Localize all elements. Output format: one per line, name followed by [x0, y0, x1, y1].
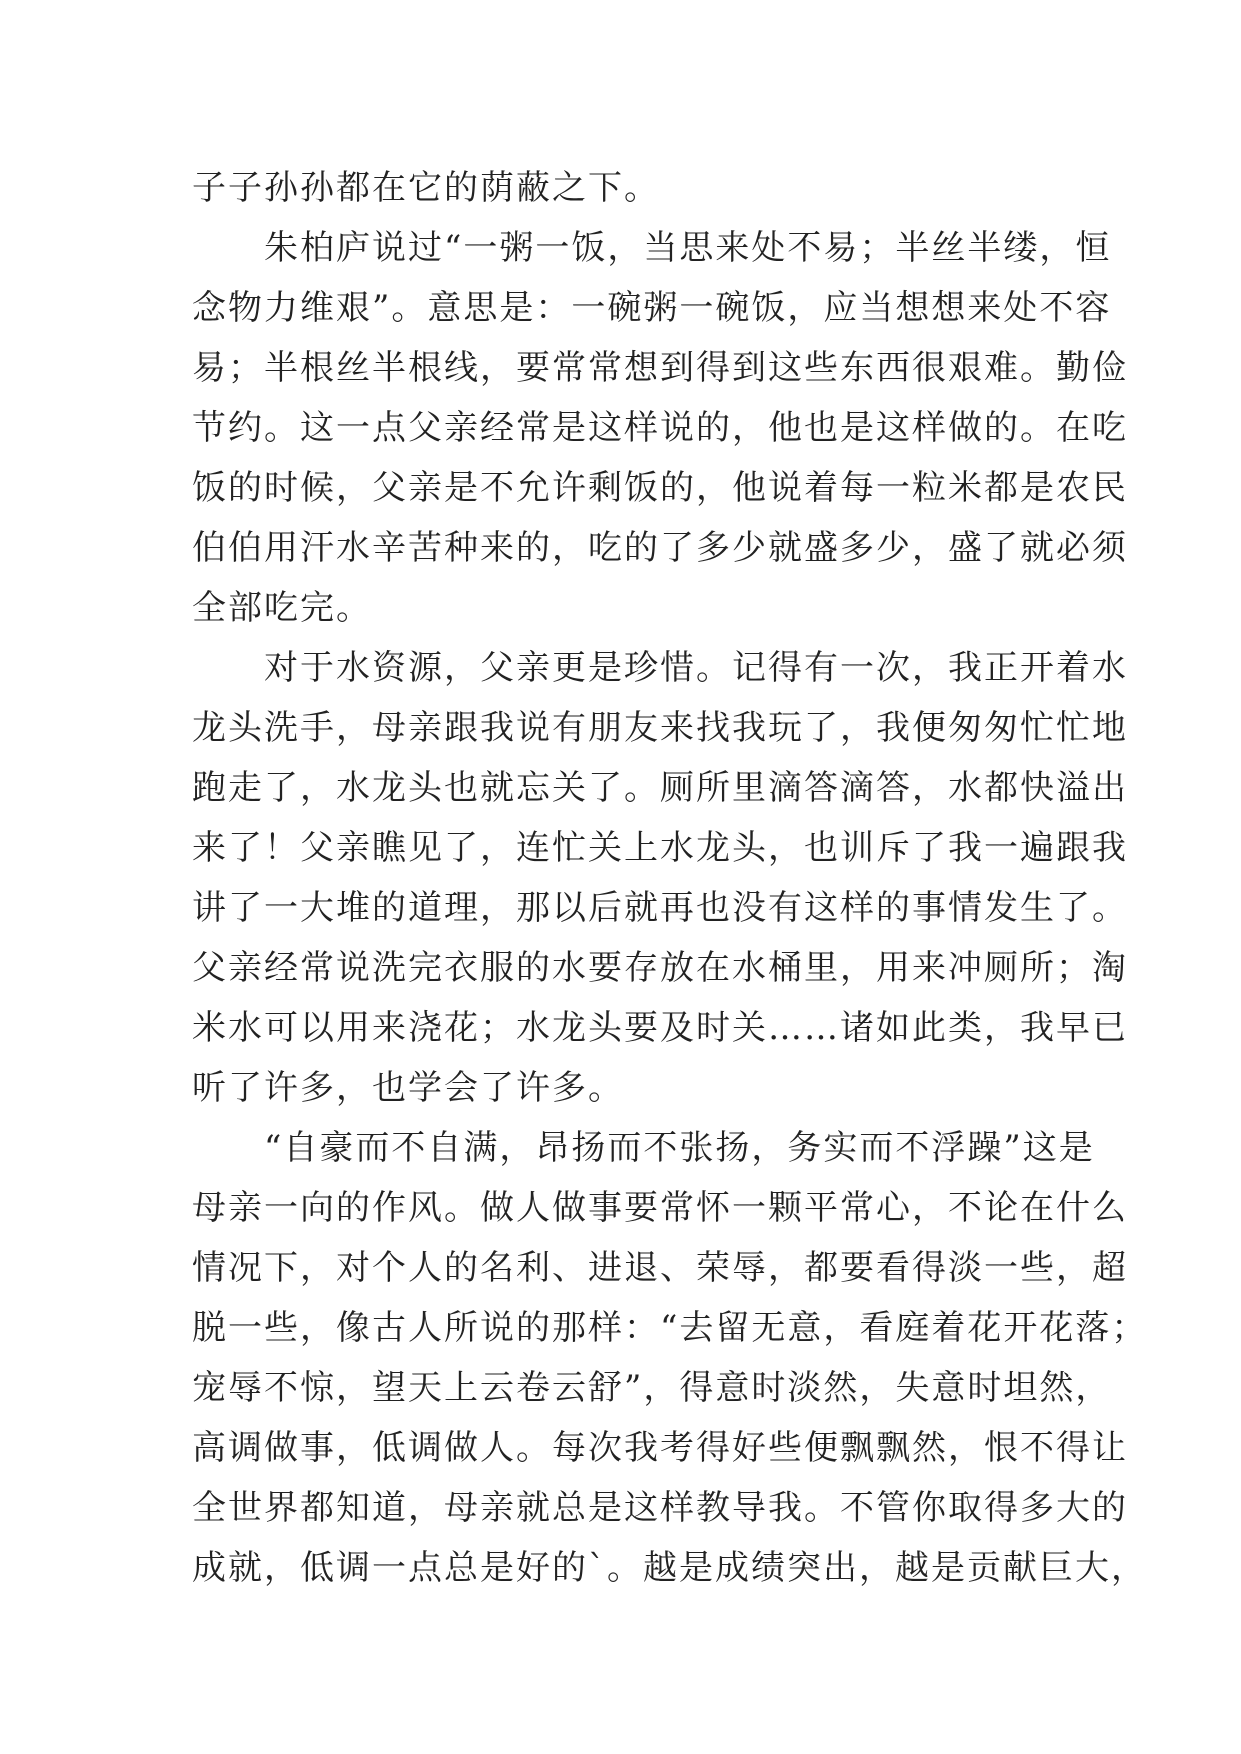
text-line: “自豪而不自满，昂扬而不张扬，务实而不浮躁”这是	[192, 1128, 1095, 1168]
text-line: 念物力维艰”。意思是：一碗粥一碗饭，应当想想来处不容	[192, 288, 1112, 328]
text-line: 母亲一向的作风。做人做事要常怀一颗平常心，不论在什么	[192, 1188, 1128, 1228]
text-line: 朱柏庐说过“一粥一饭，当思来处不易；半丝半缕，恒	[192, 228, 1112, 268]
text-line: 米水可以用来浇花；水龙头要及时关……诸如此类，我早已	[192, 1008, 1128, 1048]
text-line: 成就，低调一点总是好的`。越是成绩突出，越是贡献巨大，	[192, 1548, 1147, 1588]
text-line: 高调做事，低调做人。每次我考得好些便飘飘然，恨不得让	[192, 1428, 1128, 1468]
body-text	[192, 158, 1148, 1598]
text-line: 父亲经常说洗完衣服的水要存放在水桶里，用来冲厕所；淘	[192, 948, 1128, 988]
text-line: 讲了一大堆的道理，那以后就再也没有这样的事情发生了。	[192, 888, 1128, 928]
text-line: 子子孙孙都在它的荫蔽之下。	[192, 168, 660, 208]
text-line: 饭的时候，父亲是不允许剩饭的，他说着每一粒米都是农民	[192, 468, 1128, 508]
text-line: 脱一些，像古人所说的那样：“去留无意，看庭着花开花落；	[192, 1308, 1148, 1348]
text-line: 来了！父亲瞧见了，连忙关上水龙头，也训斥了我一遍跟我	[192, 828, 1128, 868]
text-line: 全部吃完。	[192, 588, 372, 628]
text-line: 对于水资源，父亲更是珍惜。记得有一次，我正开着水	[192, 648, 1128, 688]
text-line: 听了许多，也学会了许多。	[192, 1068, 624, 1108]
text-line: 节约。这一点父亲经常是这样说的，他也是这样做的。在吃	[192, 408, 1128, 448]
text-line: 宠辱不惊，望天上云卷云舒”，得意时淡然，失意时坦然，	[192, 1368, 1112, 1408]
text-line: 伯伯用汗水辛苦种来的，吃的了多少就盛多少，盛了就必须	[192, 528, 1128, 568]
text-line: 跑走了，水龙头也就忘关了。厕所里滴答滴答，水都快溢出	[192, 768, 1128, 808]
text-line: 情况下，对个人的名利、进退、荣辱，都要看得淡一些，超	[192, 1248, 1128, 1288]
text-line: 易；半根丝半根线，要常常想到得到这些东西很艰难。勤俭	[192, 348, 1128, 388]
text-line: 龙头洗手，母亲跟我说有朋友来找我玩了，我便匆匆忙忙地	[192, 708, 1128, 748]
text-line: 全世界都知道，母亲就总是这样教导我。不管你取得多大的	[192, 1488, 1128, 1528]
